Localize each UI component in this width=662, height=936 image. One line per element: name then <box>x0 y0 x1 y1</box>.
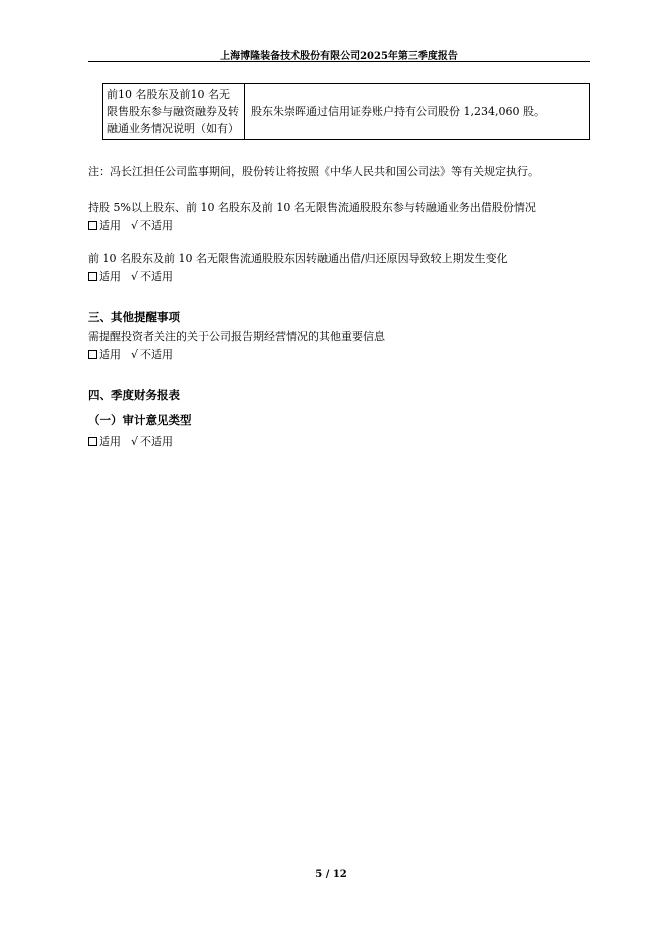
header-divider <box>88 61 590 62</box>
other-matters-options <box>88 346 173 362</box>
checkbox-empty-icon <box>88 221 97 230</box>
section-change-options <box>88 268 173 284</box>
option-applicable: 适用 <box>99 348 121 361</box>
option-not-applicable: 不适用 <box>140 270 174 283</box>
checkbox-empty-icon <box>88 272 97 281</box>
other-matters-label: 需提醒投资者关注的关于公司报告期经营情况的其他重要信息 <box>88 330 385 343</box>
other-matters-heading: 三、其他提醒事项 <box>88 310 180 324</box>
table-row <box>103 84 590 140</box>
option-not-applicable: 不适用 <box>140 219 174 232</box>
option-applicable: 适用 <box>99 435 121 448</box>
page-number: 5 / 12 <box>315 869 347 880</box>
audit-opinion-subheading: （一）审计意见类型 <box>88 413 192 427</box>
checkmark-icon: √ <box>131 270 139 283</box>
table-value-cell: 股东朱崇晖通过信用证券账户持有公司股份 1,234,060 股。 <box>245 84 590 140</box>
supervisor-note: 注：冯长江担任公司监事期间，股份转让将按照《中华人民共和国公司法》等有关规定执行。 <box>88 165 539 178</box>
audit-opinion-options <box>88 433 173 449</box>
checkmark-icon: √ <box>131 435 139 448</box>
financial-statements-heading: 四、季度财务报表 <box>88 388 180 402</box>
option-applicable: 适用 <box>99 219 121 232</box>
checkmark-icon: √ <box>131 219 139 232</box>
option-not-applicable: 不适用 <box>140 348 174 361</box>
option-not-applicable: 不适用 <box>140 435 174 448</box>
section-lending-options <box>88 217 173 233</box>
section-change-label: 前 10 名股东及前 10 名无限售流通股股东因转融通出借/归还原因导致较上期发生变化 <box>88 252 508 265</box>
margin-financing-table <box>102 83 590 140</box>
checkmark-icon: √ <box>131 348 139 361</box>
option-applicable: 适用 <box>99 270 121 283</box>
checkbox-empty-icon <box>88 350 97 359</box>
table-label-cell: 前10 名股东及前10 名无限售股东参与融资融券及转融通业务情况说明（如有） <box>103 84 245 140</box>
section-lending-label: 持股 5%以上股东、前 10 名股东及前 10 名无限售流通股股东参与转融通业务出借股份情况 <box>88 201 536 214</box>
report-header-title: 上海博隆装备技术股份有限公司2025年第三季度报告 <box>220 51 458 62</box>
checkbox-empty-icon <box>88 437 97 446</box>
